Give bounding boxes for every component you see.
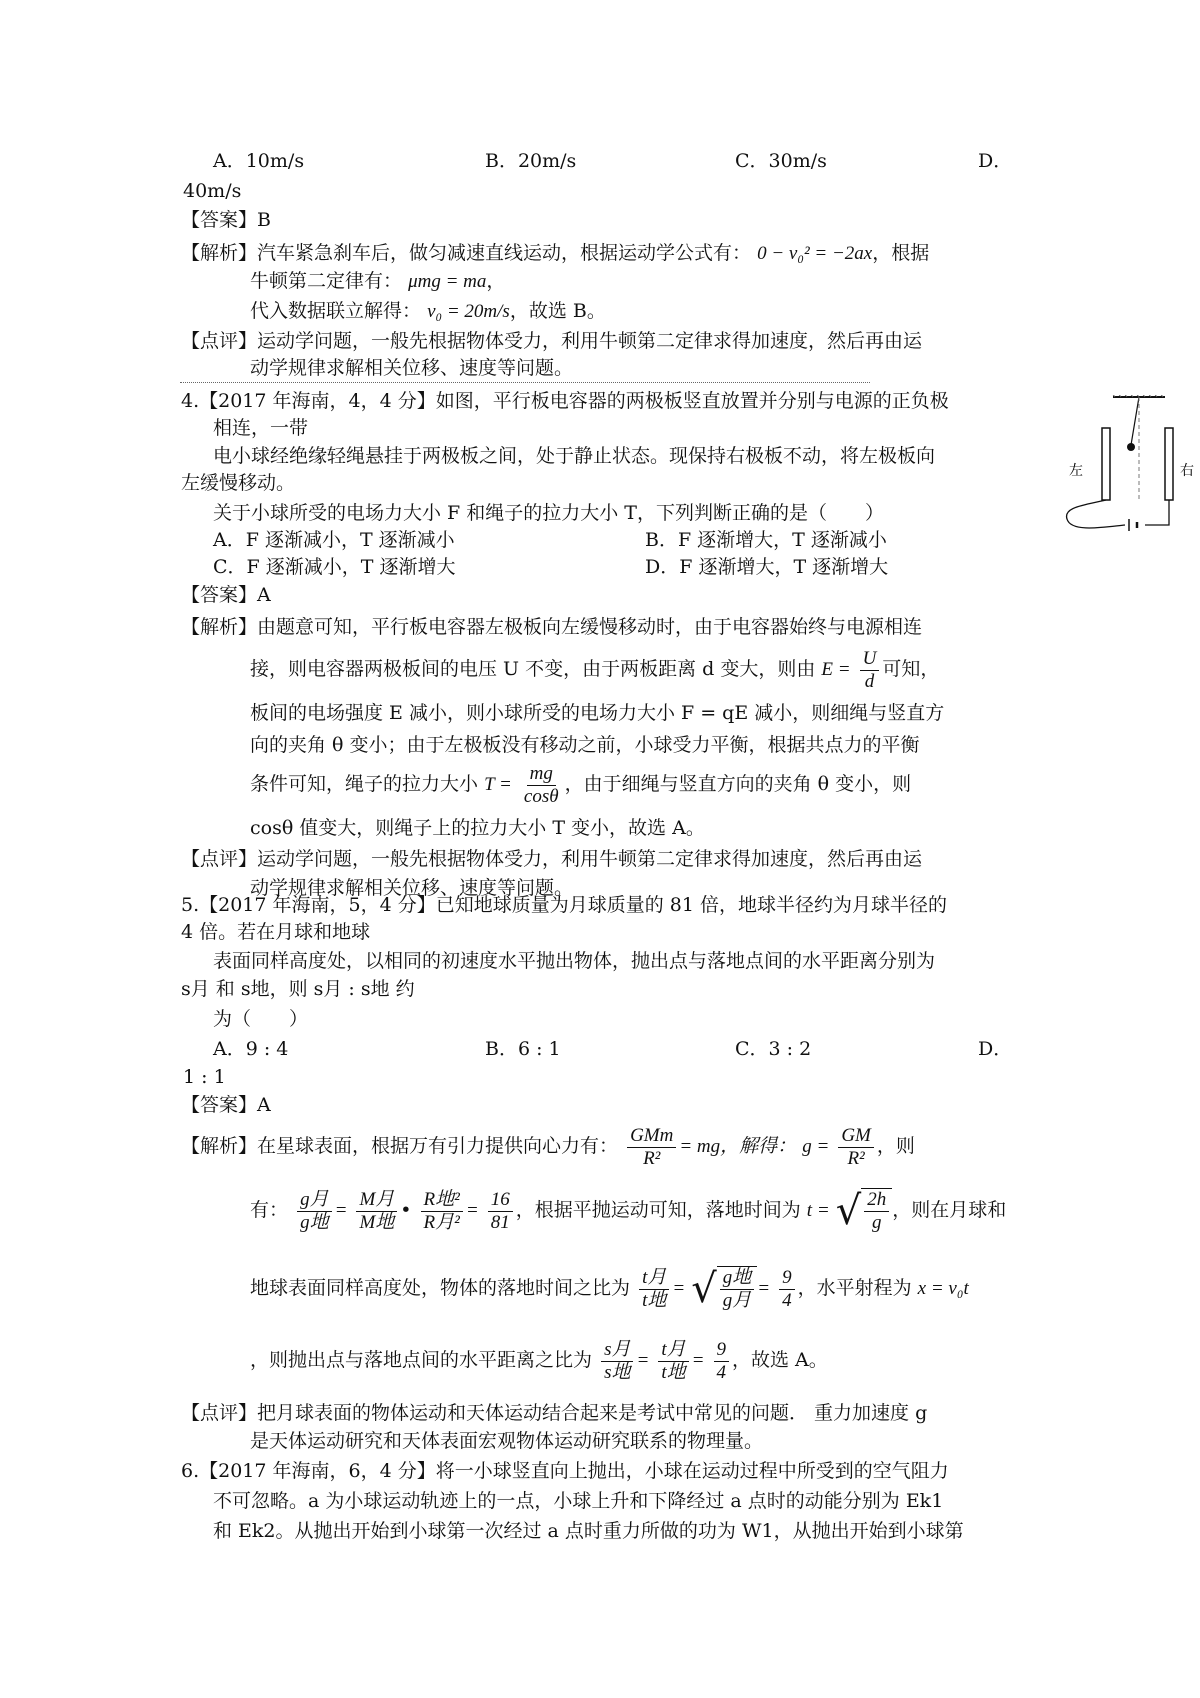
left-label: 左 — [1069, 463, 1083, 479]
q4-analysis-line-3: 板间的电场强度 E 减小，则小球所受的电场力大小 F = qE 减小，则细绳与竖直方 — [250, 702, 945, 724]
ratio-result: $\frac{16}{81}$ — [488, 1189, 513, 1234]
distance-time-ratio: $\frac{\text{t月}}{\text{t地}}$ — [658, 1339, 688, 1384]
q5-option-c: C．3 : 2 — [735, 1038, 812, 1060]
left-plate — [1102, 428, 1110, 500]
q5-analysis-line-2: 有： $\frac{\text{g月}}{\text{g地}}$ = $\frac{\text{M月}}{\text{M地}}$ • $\frac{\text{R地²}}{\text{R月²}}$ = $\frac{16}{81}$ ，根据平抛运动可知，落地时间为 t = √ $\frac{2h}{g}$ ，则在月球和 — [250, 1188, 1007, 1234]
charged-ball — [1127, 443, 1135, 451]
right-plate — [1165, 428, 1173, 500]
q4-line-5: 关于小球所受的电场力大小 F 和绳子的拉力大小 T，下列判断正确的是（ ） — [213, 502, 884, 524]
q4-analysis-line-4: 向的夹角 θ 变小；由于左极板没有移动之前，小球受力平衡，根据共点力的平衡 — [250, 734, 920, 756]
analysis-tag: 【解析】 — [181, 242, 258, 264]
kinematics-formula: 0 − v₀² = −2ax — [757, 243, 873, 264]
analysis-tag: 【解析】 — [181, 1135, 258, 1157]
q5-option-d-value: 1 : 1 — [183, 1066, 226, 1088]
q4-analysis-line-1: 【解析】由题意可知，平行板电容器左极板向左缓慢移动时，由于电容器始终与电源相连 — [181, 616, 923, 638]
gravity-formula: $\frac{\text{GMm}}{\text{R²}}$ — [627, 1125, 676, 1170]
q3-option-b: B．20m/s — [485, 150, 577, 172]
section-divider — [180, 382, 870, 383]
answer-tag: 【答案】 — [181, 1094, 258, 1116]
q5-option-b: B．6 : 1 — [485, 1038, 561, 1060]
q5-comment-line-2: 是天体运动研究和天体表面宏观物体运动研究联系的物理量。 — [250, 1430, 764, 1452]
q5-line-3: 表面同样高度处，以相同的初速度水平抛出物体，抛出点与落地点间的水平距离分别为 — [213, 950, 936, 972]
q5-line-5: 为（ ） — [213, 1008, 309, 1030]
capacitor-figure — [1065, 395, 1200, 540]
q3-comment-line-2: 动学规律求解相关位移、速度等问题。 — [250, 357, 574, 379]
q5-analysis-line-4: ，则抛出点与落地点间的水平距离之比为 $\frac{\text{s月}}{\text{s地}}$ = $\frac{\text{t月}}{\text{t地}}$ = $\frac{9}{4}$ ，故选 A。 — [250, 1338, 828, 1383]
q4-analysis-line-2: 接，则电容器两极板间的电压 U 不变，由于两板距离 d 变大，则由 E = $\frac{U}{d}$ 可知， — [250, 647, 940, 692]
newton-formula: μmg = ma — [408, 271, 487, 292]
left-wire — [1067, 500, 1125, 528]
distance-ratio: $\frac{\text{s月}}{\text{s地}}$ — [601, 1339, 633, 1384]
q4-option-c: C．F 逐渐减小，T 逐渐增大 — [213, 556, 456, 578]
right-label: 右 — [1180, 463, 1194, 479]
q5-line-2: 4 倍。若在月球和地球 — [181, 921, 371, 943]
q3-option-a: A．10m/s — [213, 150, 305, 172]
distance-ratio-result: $\frac{9}{4}$ — [714, 1339, 730, 1384]
q5-analysis-line-3: 地球表面同样高度处，物体的落地时间之比为 $\frac{\text{t月}}{\text{t地}}$ = √ $\frac{\text{g地}}{\text{g月}}$ = $\frac{9}{4}$ ，水平射程为 x = v₀t — [250, 1266, 969, 1312]
q5-option-a: A．9 : 4 — [213, 1038, 289, 1060]
q3-comment-line-1: 【点评】运动学问题，一般先根据物体受力，利用牛顿第二定律求得加速度，然后再由运 — [181, 330, 923, 352]
q3-option-d: D． — [978, 150, 1013, 172]
q3-option-d-value: 40m/s — [183, 180, 242, 202]
time-ratio-result: $\frac{9}{4}$ — [779, 1267, 795, 1312]
q4-line-2: 相连，一带 — [213, 417, 309, 439]
q4-line-4: 左缓慢移动。 — [181, 472, 296, 494]
comment-tag: 【点评】 — [181, 1402, 258, 1424]
surface-gravity-formula: $\frac{GM}{\text{R²}}$ — [838, 1125, 874, 1170]
q4-heading: 4.【2017 年海南，4，4 分】如图，平行板电容器的两极板竖直放置并分别与电源的正负极 — [181, 390, 949, 412]
analysis-tag: 【解析】 — [181, 616, 258, 638]
q6-line-3: 和 Ek2。从抛出开始到小球第一次经过 a 点时重力所做的功为 W1，从抛出开始到小球第 — [213, 1520, 964, 1542]
q4-line-3: 电小球经绝缘轻绳悬挂于两极板之间，处于静止状态。现保持右极板不动，将左极板向 — [213, 445, 936, 467]
q4-analysis-line-6: cosθ 值变大，则绳子上的拉力大小 T 变小，故选 A。 — [250, 817, 705, 839]
q4-analysis-line-5: 条件可知，绳子的拉力大小 T = $\frac{mg}{\cos\theta}$ ，由于细绳与竖直方向的夹角 θ 变小，则 — [250, 762, 912, 807]
comment-tag: 【点评】 — [181, 848, 258, 870]
q6-heading: 6.【2017 年海南，6，4 分】将一小球竖直向上抛出，小球在运动过程中所受到的空气阻力 — [181, 1460, 949, 1482]
q4-option-a: A．F 逐渐减小，T 逐渐减小 — [213, 529, 455, 551]
q6-line-2: 不可忽略。a 为小球运动轨迹上的一点，小球上升和下降经过 a 点时的动能分别为 Ek1 — [213, 1490, 944, 1512]
q5-answer — [181, 1092, 271, 1118]
q3-analysis-line-3: 代入数据联立解得： v₀ = 20m/s，故选 B。 — [250, 300, 606, 322]
q5-analysis-line-1: 【解析】在星球表面，根据万有引力提供向心力有： $\frac{\text{GMm}}{\text{R²}}$ = mg，解得： g = $\frac{GM}{\text{R²}}$ ，则 — [181, 1124, 915, 1169]
result-formula: v₀ = 20m/s — [427, 301, 510, 322]
q4-option-b: B．F 逐渐增大，T 逐渐减小 — [645, 529, 887, 551]
time-ratio: $\frac{\text{t月}}{\text{t地}}$ — [639, 1267, 669, 1312]
comment-tag: 【点评】 — [181, 330, 258, 352]
radius-ratio: $\frac{\text{R地²}}{\text{R月²}}$ — [421, 1189, 463, 1234]
answer-tag: 【答案】 — [181, 584, 258, 606]
field-formula: $\frac{U}{d}$ — [860, 648, 880, 693]
q4-comment-line-2: 动学规律求解相关位移、速度等问题。 — [250, 877, 574, 899]
q3-analysis-line-1: 【解析】汽车紧急刹车后，做匀减速直线运动，根据运动学公式有： 0 − v₀² = −2ax，根据 — [181, 242, 930, 264]
fall-time-formula: √ $\frac{2h}{g}$ — [836, 1188, 893, 1234]
answer-value: B — [257, 209, 271, 231]
answer-value: A — [257, 1094, 271, 1116]
q4-comment-line-1: 【点评】运动学问题，一般先根据物体受力，利用牛顿第二定律求得加速度，然后再由运 — [181, 848, 923, 870]
answer-value: A — [257, 584, 271, 606]
string — [1131, 397, 1139, 445]
q4-option-d: D．F 逐渐增大，T 逐渐增大 — [645, 556, 889, 578]
q5-option-d: D． — [978, 1038, 1013, 1060]
tension-formula: $\frac{mg}{\cos\theta}$ — [523, 762, 559, 807]
time-ratio-sqrt: √ $\frac{\text{g地}}{\text{g月}}$ — [691, 1266, 757, 1312]
gravity-ratio: $\frac{\text{g月}}{\text{g地}}$ — [297, 1189, 332, 1234]
range-formula: x = v₀t — [917, 1278, 969, 1299]
q5-comment-line-1: 【点评】把月球表面的物体运动和天体运动结合起来是考试中常见的问题． 重力加速度 g — [181, 1402, 928, 1424]
mass-ratio: $\frac{\text{M月}}{\text{M地}}$ — [356, 1189, 397, 1234]
answer-tag: 【答案】 — [181, 209, 258, 231]
right-wire — [1145, 500, 1169, 525]
q4-answer — [181, 582, 271, 608]
q3-analysis-line-2: 牛顿第二定律有： μmg = ma， — [250, 270, 506, 292]
q3-answer — [181, 207, 271, 233]
q3-option-c: C．30m/s — [735, 150, 827, 172]
q5-heading: 5.【2017 年海南，5，4 分】已知地球质量为月球质量的 81 倍，地球半径约为月球半径的 — [181, 894, 947, 916]
q5-line-4: s月 和 s地，则 s月 : s地 约 — [181, 978, 415, 1000]
